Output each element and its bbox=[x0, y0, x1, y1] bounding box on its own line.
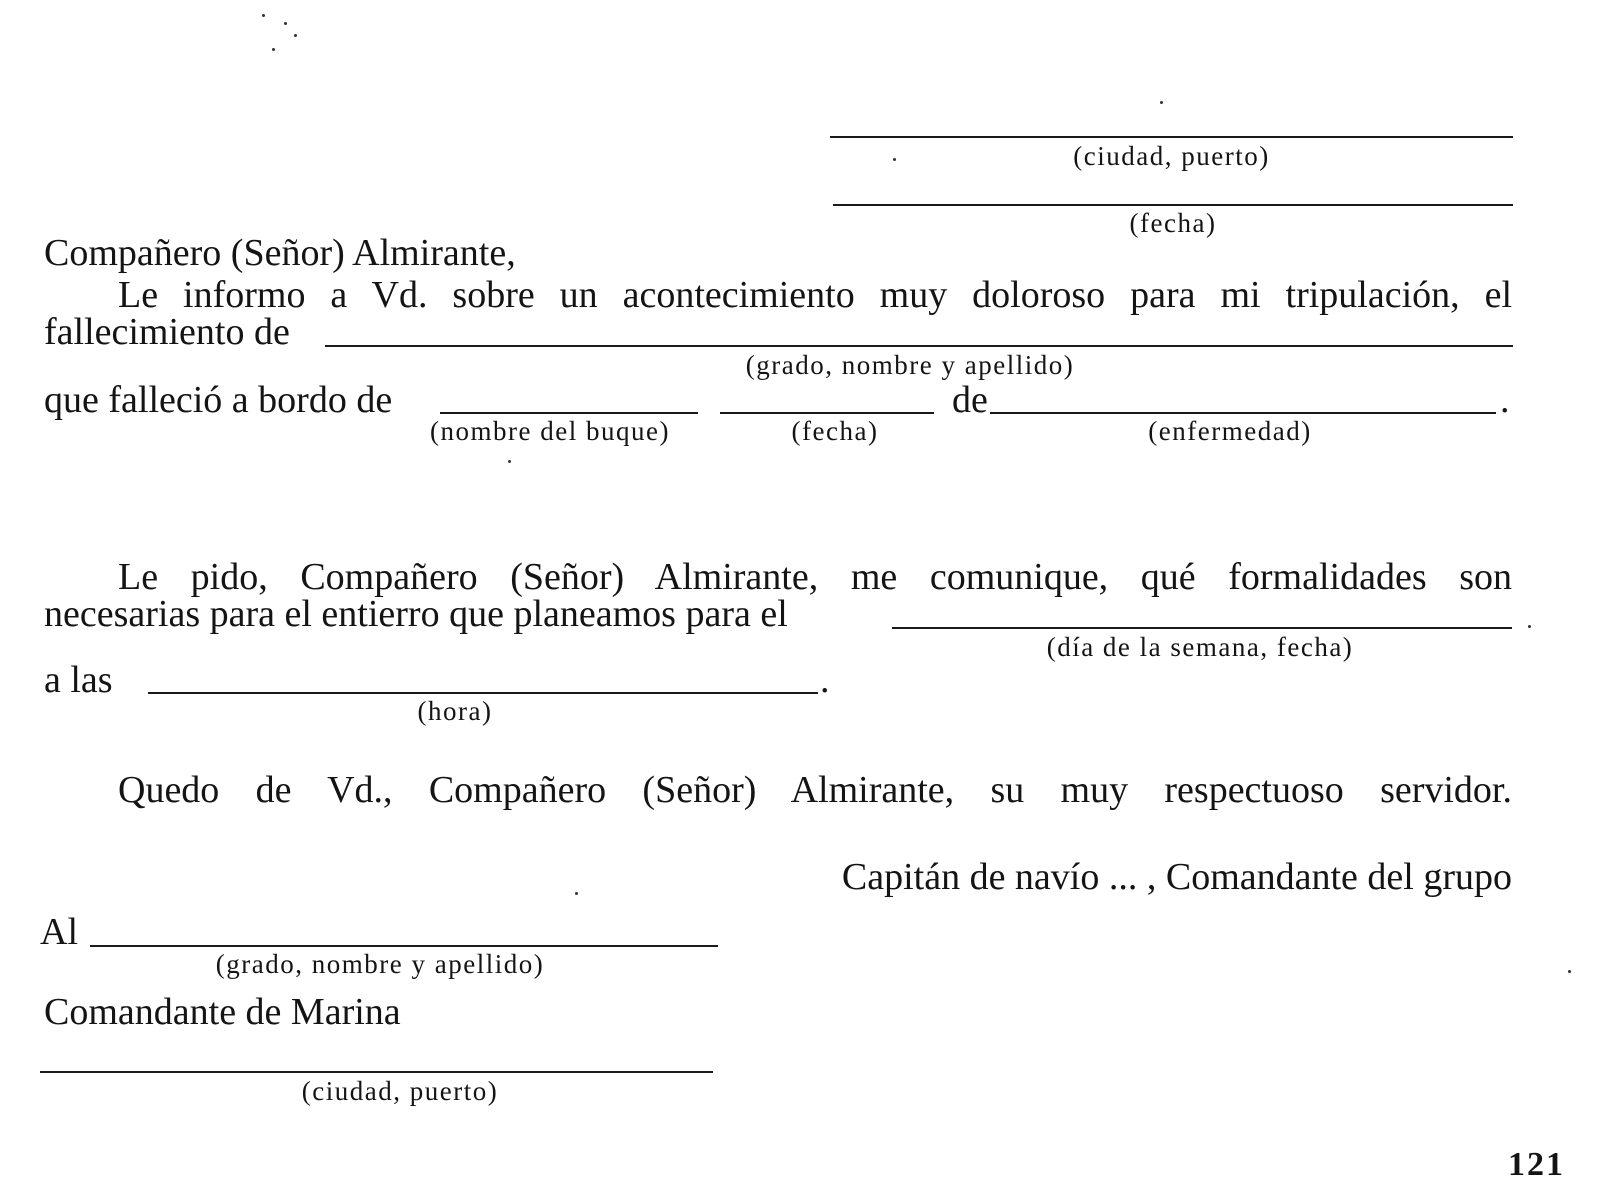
date-blank[interactable] bbox=[833, 204, 1513, 206]
city-port-blank[interactable] bbox=[830, 136, 1513, 138]
paragraph2-line1: Le pido, Compañero (Señor) Almirante, me comunique, qué formalidades son bbox=[118, 556, 1512, 598]
addressee-title: Comandante de Marina bbox=[44, 991, 401, 1033]
burial-hour-caption: (hora) bbox=[417, 696, 493, 726]
date-caption: (fecha) bbox=[1129, 208, 1217, 238]
scan-speck bbox=[575, 892, 578, 895]
addressee-name-blank[interactable] bbox=[90, 945, 718, 947]
paragraph1-line3-end: . bbox=[1500, 379, 1510, 421]
scan-speck bbox=[508, 460, 511, 463]
death-date-caption: (fecha) bbox=[791, 416, 879, 446]
scan-speck bbox=[1528, 625, 1531, 628]
burial-date-blank[interactable] bbox=[892, 627, 1512, 629]
scan-speck bbox=[294, 34, 297, 37]
burial-date-caption: (día de la semana, fecha) bbox=[1046, 632, 1354, 662]
illness-blank[interactable] bbox=[990, 412, 1496, 414]
illness-caption: (enfermedad) bbox=[1148, 416, 1312, 446]
city-port-caption: (ciudad, puerto) bbox=[1073, 141, 1270, 171]
addressee-name-caption: (grado, nombre y apellido) bbox=[215, 949, 545, 979]
death-date-blank[interactable] bbox=[720, 412, 934, 414]
closing-line: Quedo de Vd., Compañero (Señor) Almirante, su muy respectuoso servidor. bbox=[118, 769, 1512, 811]
page-number: 121 bbox=[1508, 1146, 1565, 1183]
paragraph1-line3-de: de bbox=[952, 379, 988, 421]
paragraph2-line3-prefix: a las bbox=[44, 659, 113, 701]
ship-name-blank[interactable] bbox=[440, 412, 698, 414]
signature-line: Capitán de navío ... , Comandante del grupo bbox=[841, 856, 1512, 898]
paragraph1-line1: Le informo a Vd. sobre un acontecimiento muy doloroso para mi tripulación, el bbox=[118, 274, 1512, 316]
addressee-city-caption: (ciudad, puerto) bbox=[301, 1076, 499, 1106]
scan-speck bbox=[1160, 101, 1163, 104]
addressee-prefix: Al bbox=[40, 911, 78, 953]
addressee-city-blank[interactable] bbox=[40, 1071, 713, 1073]
scan-speck bbox=[284, 22, 287, 25]
deceased-name-blank[interactable] bbox=[325, 345, 1513, 347]
paragraph2-line3-end: . bbox=[820, 659, 830, 701]
scan-speck bbox=[272, 48, 275, 51]
scan-speck bbox=[1568, 970, 1571, 973]
paragraph2-line2-prefix: necesarias para el entierro que planeamos para el bbox=[44, 593, 788, 635]
deceased-name-caption: (grado, nombre y apellido) bbox=[745, 350, 1075, 380]
scan-speck bbox=[262, 14, 265, 17]
ship-name-caption: (nombre del buque) bbox=[430, 416, 670, 446]
paragraph1-line2-prefix: fallecimiento de bbox=[44, 311, 290, 353]
paragraph1-line3-prefix: que falleció a bordo de bbox=[44, 379, 393, 421]
salutation: Compañero (Señor) Almirante, bbox=[44, 232, 516, 274]
burial-hour-blank[interactable] bbox=[148, 692, 818, 694]
